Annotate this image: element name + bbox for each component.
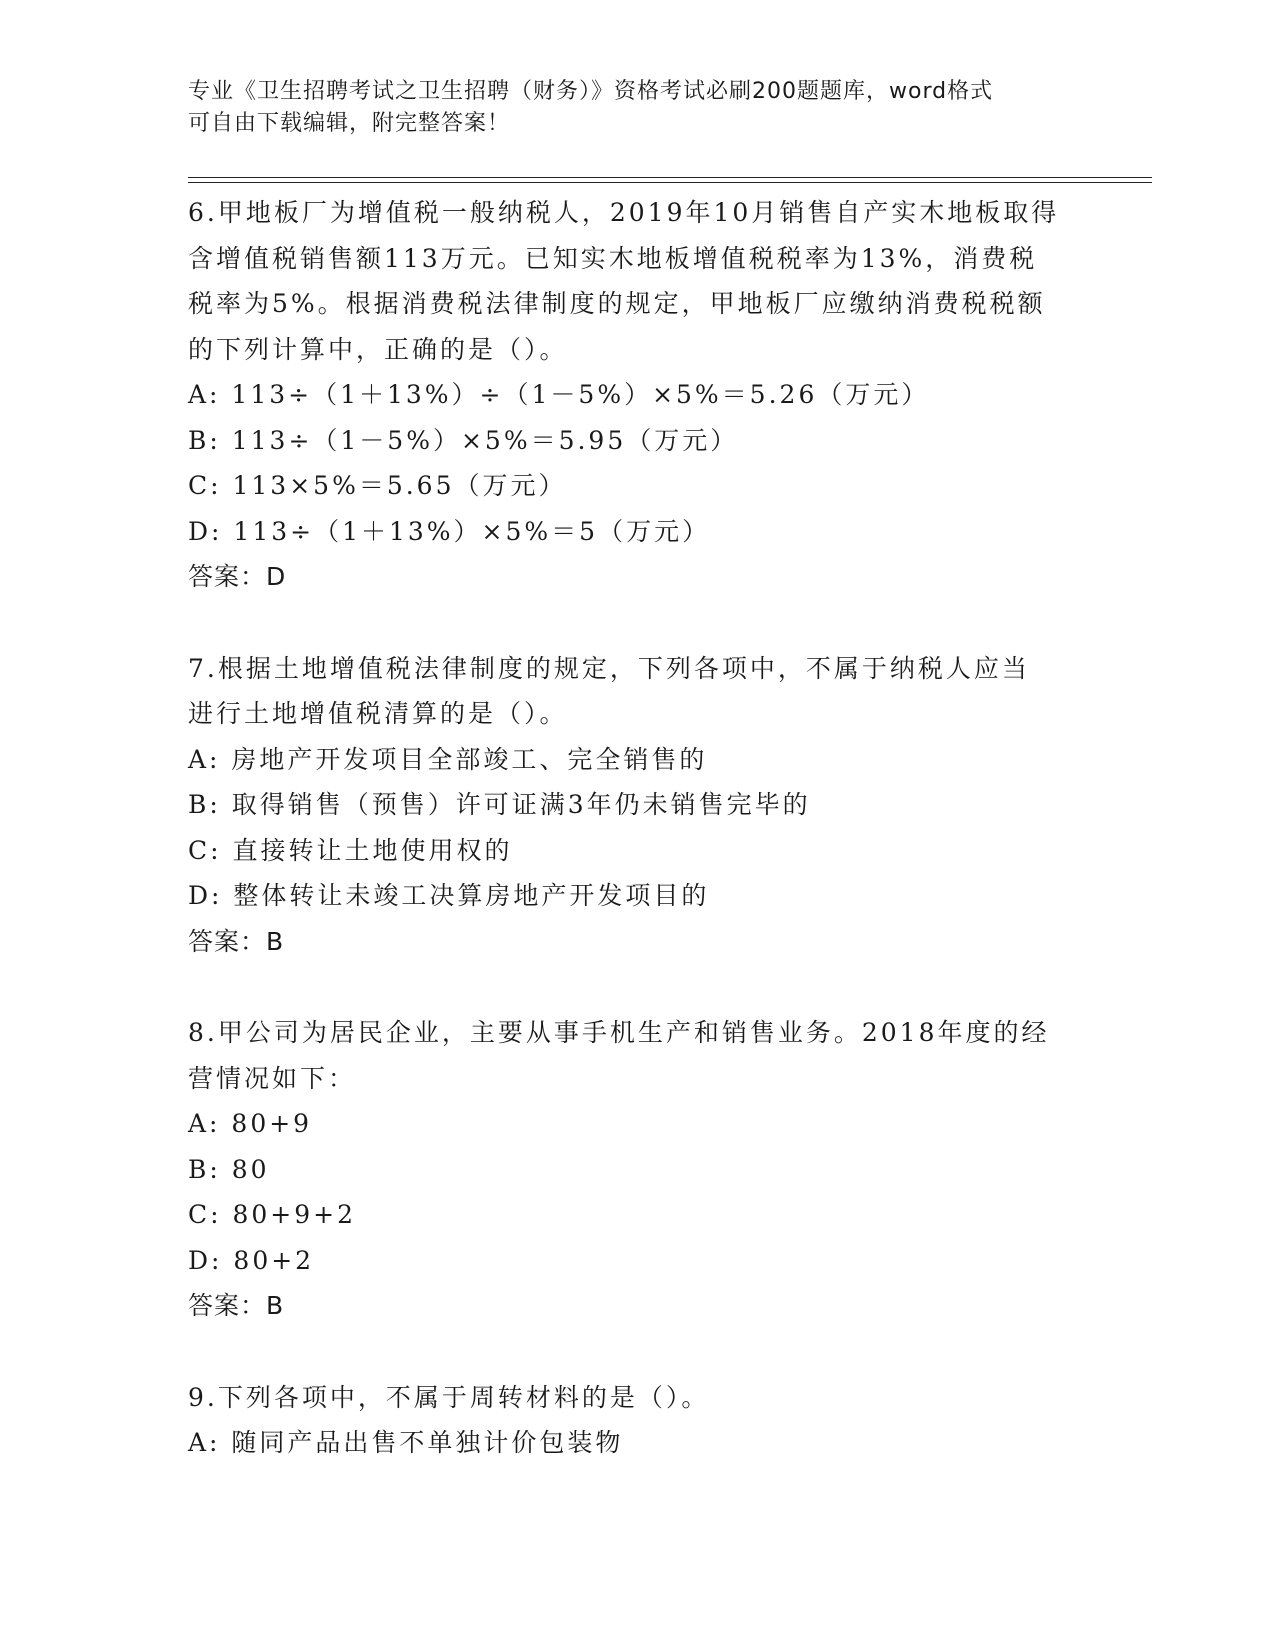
question-8: [188, 1010, 1088, 1329]
question-list: [188, 190, 1088, 1512]
option-d: D: 80+2: [188, 1245, 315, 1275]
header-line-1: 专业《卫生招聘考试之卫生招聘（财务）》资格考试必刷200题题库，word格式: [188, 79, 994, 104]
question-stem-line: 营情况如下：: [188, 1063, 357, 1093]
option-c: C: 113×5%＝5.65（万元）: [188, 471, 567, 500]
option-d: D: 整体转让未竣工决算房地产开发项目的: [188, 881, 710, 910]
option-a: A: 113÷（1＋13%）÷（1－5%）×5%＝5.26（万元）: [188, 380, 930, 409]
option-a: A: 房地产开发项目全部竣工、完全销售的: [188, 744, 708, 774]
option-b: B: 取得销售（预售）许可证满3年仍未销售完毕的: [188, 790, 811, 819]
question-9: [188, 1375, 1088, 1466]
question-6: [188, 190, 1088, 600]
question-stem-line: 8.甲公司为居民企业，主要从事手机生产和销售业务。2018年度的经: [188, 1018, 1050, 1047]
question-stem-line: 9.下列各项中，不属于周转材料的是（）。: [188, 1382, 710, 1412]
option-b: B: 113÷（1－5%）×5%＝5.95（万元）: [188, 425, 739, 455]
header-rule-top: [188, 177, 1152, 178]
header-rule-bottom: [188, 182, 1152, 183]
option-c: C: 80+9+2: [188, 1200, 357, 1229]
question-stem-line: 7.根据土地增值税法律制度的规定，下列各项中，不属于纳税人应当: [188, 653, 1030, 683]
option-a: A: 随同产品出售不单独计价包装物: [188, 1428, 624, 1457]
question-stem-line: 的下列计算中，正确的是（）。: [188, 334, 568, 364]
option-d: D: 113÷（1＋13%）×5%＝5（万元）: [188, 516, 711, 546]
document-header: [188, 76, 1088, 140]
question-stem-line: 税率为5%。根据消费税法律制度的规定，甲地板厂应缴纳消费税税额: [188, 289, 1046, 318]
question-stem-line: 含增值税销售额113万元。已知实木地板增值税税率为13%，消费税: [188, 243, 1038, 273]
question-stem-line: 6.甲地板厂为增值税一般纳税人，2019年10月销售自产实木地板取得: [188, 198, 1060, 227]
header-line-2: 可自由下载编辑，附完整答案！: [188, 111, 511, 136]
answer-line: 答案：B: [188, 1291, 285, 1320]
question-stem-line: 进行土地增值税清算的是（）。: [188, 699, 568, 728]
option-b: B: 80: [188, 1154, 270, 1184]
answer-line: 答案：D: [188, 562, 287, 591]
option-c: C: 直接转让土地使用权的: [188, 835, 513, 865]
question-7: [188, 646, 1088, 965]
answer-line: 答案：B: [188, 926, 285, 956]
option-a: A: 80+9: [188, 1109, 313, 1138]
